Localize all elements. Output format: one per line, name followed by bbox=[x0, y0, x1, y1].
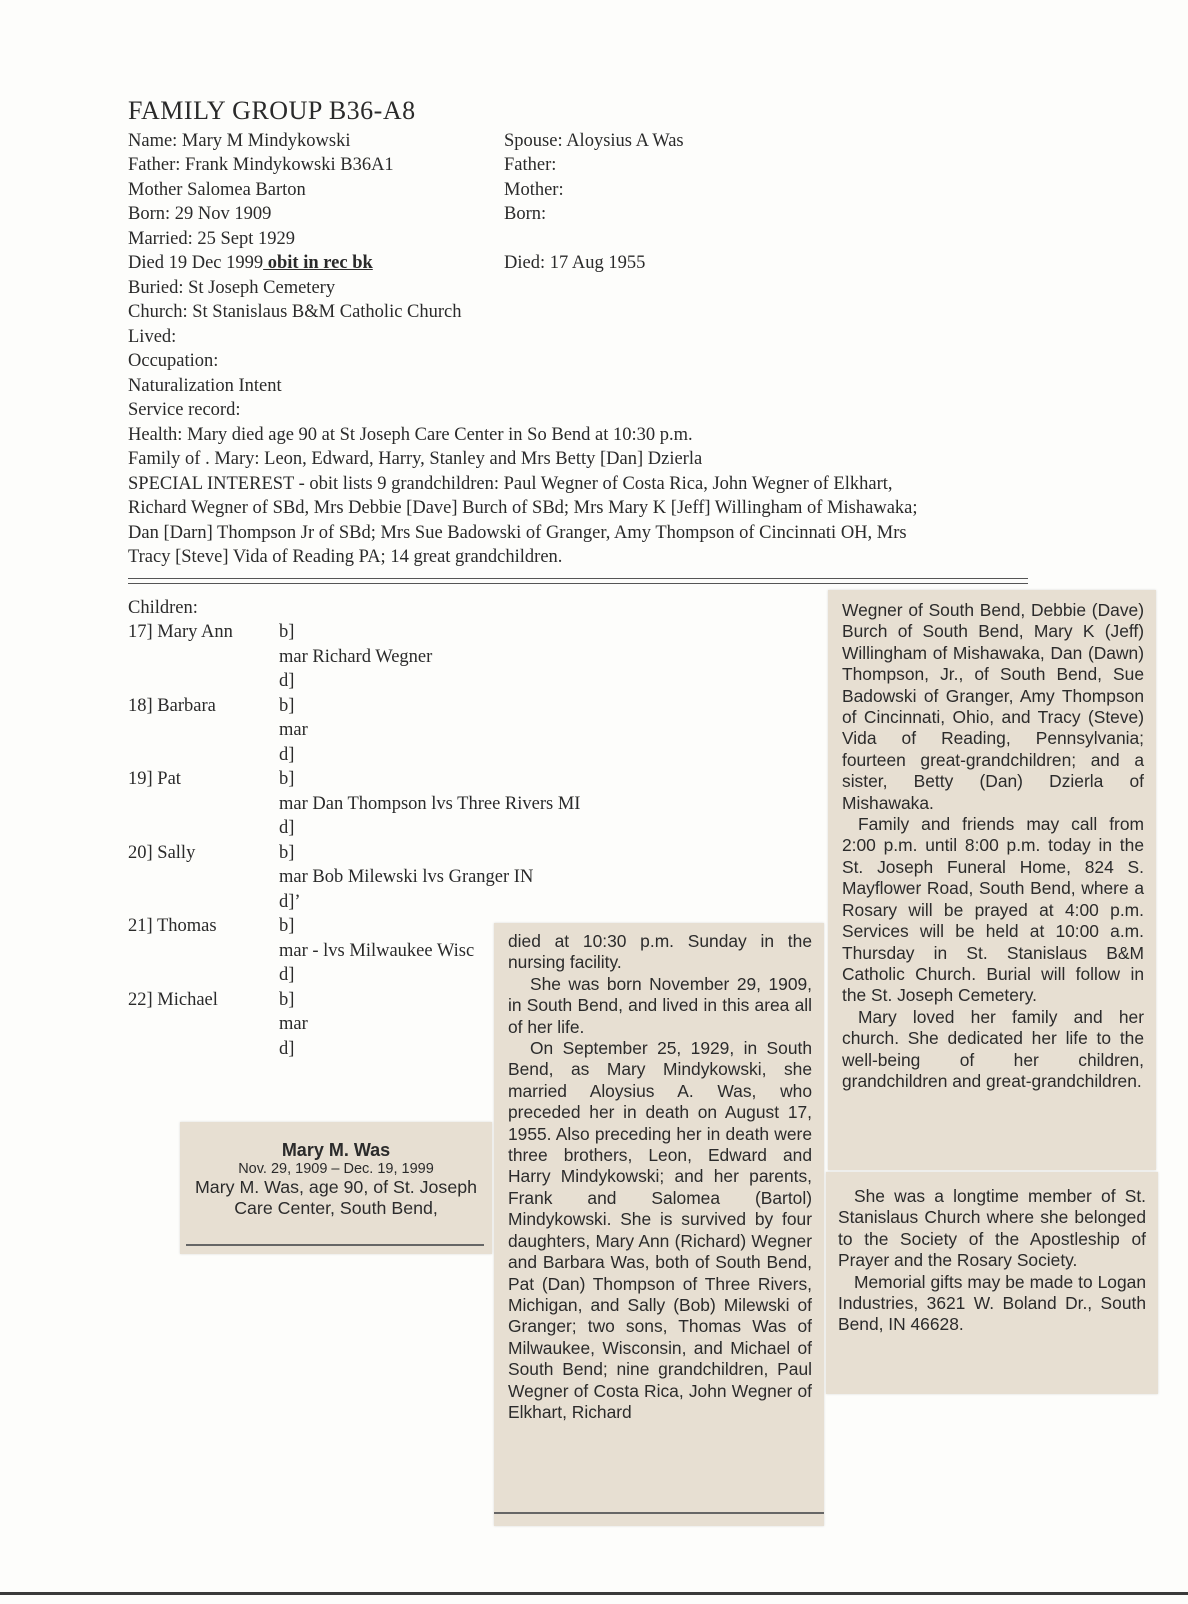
family-note: Family of . Mary: Leon, Edward, Harry, Stanley and Mrs Betty [Dan] Dzierla bbox=[128, 449, 703, 469]
child-married: mar Dan Thompson lvs Three Rivers MI bbox=[279, 794, 581, 814]
spouse-father-field: Father: bbox=[504, 155, 557, 175]
occupation-field: Occupation: bbox=[128, 351, 219, 371]
child-born: b] bbox=[279, 769, 295, 789]
clipping-rule bbox=[186, 1244, 484, 1246]
health-note: Health: Mary died age 90 at St Joseph Care Center in So Bend at 10:30 p.m. bbox=[128, 425, 693, 445]
died-date: Died 19 Dec 1999 bbox=[128, 253, 264, 273]
child-married: mar bbox=[279, 1014, 308, 1034]
clipping-rule bbox=[494, 1512, 824, 1514]
obituary-dates: Nov. 29, 1909 – Dec. 19, 1999 bbox=[238, 1161, 434, 1177]
section-divider bbox=[128, 578, 1028, 584]
obituary-paragraph: Wegner of South Bend, Debbie (Dave) Burch of South Bend, Mary K (Jeff) Willingham of Mishawaka, Dan (Dawn) Thompson, Jr., of South Bend, Sue Badowski of Granger, Amy Thompson of Cincinnati, Ohio, and Tracy (Steve) Vida of Reading, Pennsylvania; fourteen great-grandchildren; and a sister, Betty (Dan) Dzierla of Mishawaka. bbox=[842, 600, 1144, 813]
child-married: mar - lvs Milwaukee Wisc bbox=[279, 941, 475, 961]
obituary-clipping-right-top bbox=[828, 590, 1156, 1170]
lived-field: Lived: bbox=[128, 327, 177, 347]
service-field: Service record: bbox=[128, 400, 241, 420]
born-field: Born: 29 Nov 1909 bbox=[128, 204, 272, 224]
child-died: d] bbox=[279, 1039, 295, 1059]
died-field bbox=[128, 251, 373, 275]
obituary-paragraph: On September 25, 1929, in South Bend, as Mary Mindykowski, she married Aloysius A. Was, who preceded her in death on August 17, 1955. Also preceding her in death were three brothers, Leon, Edward and Harry Mindykowski; and her parents, Frank and Salomea (Bartol) Mindykowski. She is survived by four daughters, Mary Ann (Richard) Wegner and Barbara Was, both of South Bend, Pat (Dan) Thompson of Three Rivers, Michigan, and Sally (Bob) Milewski of Granger; two sons, Thomas Was of Milwaukee, Wisconsin, and Michael of South Bend; nine grandchildren, Paul Wegner of Costa Rica, John Wegner of Elkhart, Richard bbox=[508, 1038, 812, 1422]
child-died: d]’ bbox=[279, 892, 301, 912]
spouse-field: Spouse: Aloysius A Was bbox=[504, 131, 684, 151]
child-died: d] bbox=[279, 745, 295, 765]
obituary-clipping-right-bottom bbox=[826, 1172, 1158, 1394]
child-name: 21] Thomas bbox=[128, 916, 217, 936]
obituary-paragraph: Memorial gifts may be made to Logan Industries, 3621 W. Boland Dr., South Bend, IN 46628. bbox=[838, 1271, 1146, 1335]
obituary-paragraph: She was a longtime member of St. Stanislaus Church where she belonged to the Society of the Apostleship of Prayer and the Rosary Society. bbox=[838, 1186, 1146, 1271]
special-interest-line: Richard Wegner of SBd, Mrs Debbie [Dave] Burch of SBd; Mrs Mary K [Jeff] Willingham of Mishawaka; bbox=[128, 498, 918, 518]
spouse-died-field: Died: 17 Aug 1955 bbox=[504, 253, 646, 273]
special-interest-line: Tracy [Steve] Vida of Reading PA; 14 great grandchildren. bbox=[128, 547, 563, 567]
child-died: d] bbox=[279, 965, 295, 985]
mother-field: Mother Salomea Barton bbox=[128, 180, 306, 200]
obituary-paragraph: She was born November 29, 1909, in South Bend, and lived in this area all of her life. bbox=[508, 973, 812, 1037]
obituary-clipping-heading bbox=[180, 1122, 492, 1254]
obituary-opening: Mary M. Was, age 90, of St. Joseph Care Center, South Bend, bbox=[195, 1177, 477, 1219]
child-name: 18] Barbara bbox=[128, 696, 216, 716]
spouse-born-field: Born: bbox=[504, 204, 547, 224]
child-married: mar Richard Wegner bbox=[279, 647, 433, 667]
child-born: b] bbox=[279, 990, 295, 1010]
child-name: 22] Michael bbox=[128, 990, 218, 1010]
obituary-paragraph: Family and friends may call from 2:00 p.m. until 8:00 p.m. today in the St. Joseph Funeral Home, 824 S. Mayflower Road, South Bend, where a Rosary will be prayed at 4:00 p.m. Services will be held at 10:00 a.m. Thursday in St. Stanislaus B&M Catholic Church. Burial will follow in the St. Joseph Cemetery. bbox=[842, 814, 1144, 1006]
child-married: mar bbox=[279, 720, 308, 740]
special-interest-line: Dan [Darn] Thompson Jr of SBd; Mrs Sue Badowski of Granger, Amy Thompson of Cincinnati OH, Mrs bbox=[128, 523, 907, 543]
child-born: b] bbox=[279, 916, 295, 936]
father-field: Father: Frank Mindykowski B36A1 bbox=[128, 155, 394, 175]
church-field: Church: St Stanislaus B&M Catholic Church bbox=[128, 302, 462, 322]
obit-reference: obit in rec bk bbox=[263, 253, 373, 273]
child-died: d] bbox=[279, 818, 295, 838]
child-married: mar Bob Milewski lvs Granger IN bbox=[279, 867, 534, 887]
obituary-paragraph: Mary loved her family and her church. She dedicated her life to the well-being of her children, grandchildren and great-grandchildren. bbox=[842, 1006, 1144, 1091]
special-interest-line: SPECIAL INTEREST - obit lists 9 grandchildren: Paul Wegner of Costa Rica, John Wegner of Elkhart, bbox=[128, 474, 893, 494]
name-field: Name: Mary M Mindykowski bbox=[128, 131, 351, 151]
married-field: Married: 25 Sept 1929 bbox=[128, 229, 295, 249]
buried-field: Buried: St Joseph Cemetery bbox=[128, 278, 336, 298]
page-title: FAMILY GROUP B36-A8 bbox=[128, 96, 416, 125]
obituary-clipping-middle bbox=[494, 923, 824, 1526]
naturalization-field: Naturalization Intent bbox=[128, 376, 282, 396]
child-born: b] bbox=[279, 622, 295, 642]
child-name: 17] Mary Ann bbox=[128, 622, 233, 642]
child-name: 19] Pat bbox=[128, 769, 181, 789]
children-heading: Children: bbox=[128, 598, 198, 618]
spouse-mother-field: Mother: bbox=[504, 180, 564, 200]
child-died: d] bbox=[279, 671, 295, 691]
child-name: 20] Sally bbox=[128, 843, 196, 863]
child-born: b] bbox=[279, 843, 295, 863]
obituary-paragraph: died at 10:30 p.m. Sunday in the nursing facility. bbox=[508, 931, 812, 973]
scan-edge bbox=[0, 1592, 1188, 1595]
obituary-title: Mary M. Was bbox=[281, 1140, 391, 1160]
child-born: b] bbox=[279, 696, 295, 716]
